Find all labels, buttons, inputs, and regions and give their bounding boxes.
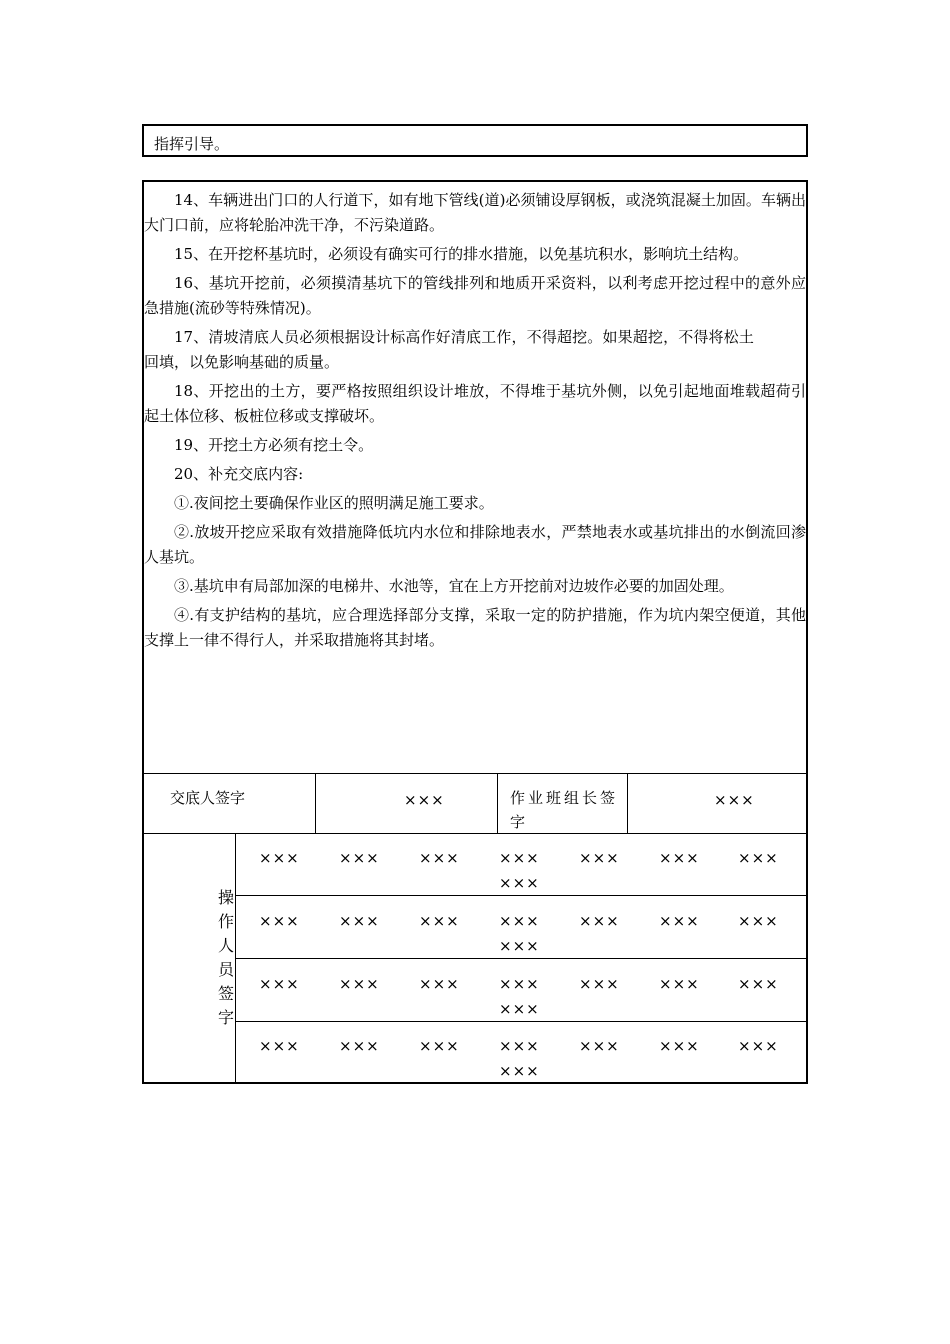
operator-signature: ××× xyxy=(738,1037,779,1055)
operator-signature: ××× xyxy=(419,849,460,867)
operator-signature: ××× xyxy=(579,975,620,993)
operator-signature: ××× xyxy=(659,1037,700,1055)
operator-signature: ××× xyxy=(419,975,460,993)
operator-signature: ××× xyxy=(259,1037,300,1055)
paragraph-20-2: ②.放坡开挖应采取有效措施降低坑内水位和排除地表水，严禁地表水或基坑排出的水倒流回渗人基坑。 xyxy=(144,523,806,566)
leader-label: 作业班组长签字 xyxy=(510,789,619,831)
operators-label-char: 签 xyxy=(217,984,234,1003)
leader-value: ××× xyxy=(714,791,755,809)
operator-signature: ××× xyxy=(499,849,540,867)
divider-signature-bottom xyxy=(144,833,806,834)
divider-op-row2 xyxy=(235,958,806,959)
operator-signature: ××× xyxy=(419,1037,460,1055)
operator-signature: ××× xyxy=(579,849,620,867)
paragraph-19: 19、开挖土方必须有挖土令。 xyxy=(174,436,374,454)
handover-value: ××× xyxy=(404,791,445,809)
paragraph-17-part2: 回填，以免影响基础的质量。 xyxy=(144,353,340,371)
paragraph-20-4: ④.有支护结构的基坑，应合理选择部分支撑，采取一定的防护措施，作为坑内架空便道，其他支撑上一律不得行人，并采取措施将其封堵。 xyxy=(144,606,806,649)
operator-signature: ××× xyxy=(659,975,700,993)
operator-signature: ××× xyxy=(499,1062,540,1080)
content-area xyxy=(144,188,806,657)
paragraph-18: 18、开挖出的土方，要严格按照组织设计堆放，不得堆于基坑外侧，以免引起地面堆载超荷引起土体位移、板桩位移或支撑破坏。 xyxy=(144,382,806,425)
operator-signature: ××× xyxy=(339,912,380,930)
operator-signature: ××× xyxy=(659,912,700,930)
operator-signature: ××× xyxy=(579,1037,620,1055)
top-text-box xyxy=(142,124,808,157)
paragraph-20-3: ③.基坑申有局部加深的电梯井、水池等，宜在上方开挖前对边坡作必要的加固处理。 xyxy=(174,577,734,595)
handover-label: 交底人签字 xyxy=(170,789,246,807)
operator-signature: ××× xyxy=(259,975,300,993)
divider-op-row3 xyxy=(235,1021,806,1022)
paragraph-17 xyxy=(144,325,806,375)
main-table xyxy=(142,180,808,1084)
operators-label-char: 人 xyxy=(217,936,234,955)
operator-signature: ××× xyxy=(259,849,300,867)
operators-label-char: 操 xyxy=(217,888,234,907)
paragraph-16: 16、基坑开挖前，必须摸清基坑下的管线排列和地质开采资料，以利考虑开挖过程中的意外应急措施(流砂等特殊情况)。 xyxy=(144,274,806,317)
operator-signature: ××× xyxy=(738,912,779,930)
operators-label-char: 字 xyxy=(217,1008,234,1027)
paragraph-14: 14、车辆进出门口的人行道下，如有地下管线(道)必须铺设厚钢板，或浇筑混凝土加固。车辆出大门口前，应将轮胎冲洗干净，不污染道路。 xyxy=(144,191,806,234)
operator-signature: ××× xyxy=(499,874,540,892)
operator-signature: ××× xyxy=(419,912,460,930)
divider-signature-top xyxy=(144,773,806,774)
operator-signature: ××× xyxy=(738,849,779,867)
divider-op-row1 xyxy=(235,895,806,896)
operator-signature: ××× xyxy=(339,849,380,867)
operators-label-char: 作 xyxy=(217,912,234,931)
paragraph-15: 15、在开挖杯基坑时，必须设有确实可行的排水措施，以免基坑积水，影响坑土结构。 xyxy=(174,245,749,263)
paragraph-20: 20、补充交底内容: xyxy=(174,465,304,483)
paragraph-17-part1: 17、清坡清底人员必须根据设计标高作好清底工作，不得超挖。如果超挖，不得将松土 xyxy=(174,328,754,346)
top-text: 指挥引导。 xyxy=(154,135,230,153)
operator-signature: ××× xyxy=(499,1037,540,1055)
operator-signature: ××× xyxy=(499,912,540,930)
divider-v1 xyxy=(315,773,316,833)
operator-signature: ××× xyxy=(259,912,300,930)
divider-v2 xyxy=(497,773,498,833)
operator-signature: ××× xyxy=(659,849,700,867)
operator-signature: ××× xyxy=(499,975,540,993)
operator-signature: ××× xyxy=(738,975,779,993)
operator-signature: ××× xyxy=(499,1000,540,1018)
operator-signature: ××× xyxy=(339,975,380,993)
operator-signature: ××× xyxy=(499,937,540,955)
operator-signature: ××× xyxy=(579,912,620,930)
operators-label-char: 员 xyxy=(217,960,234,979)
paragraph-20-1: ①.夜间挖土要确保作业区的照明满足施工要求。 xyxy=(174,494,494,512)
operator-signature: ××× xyxy=(339,1037,380,1055)
